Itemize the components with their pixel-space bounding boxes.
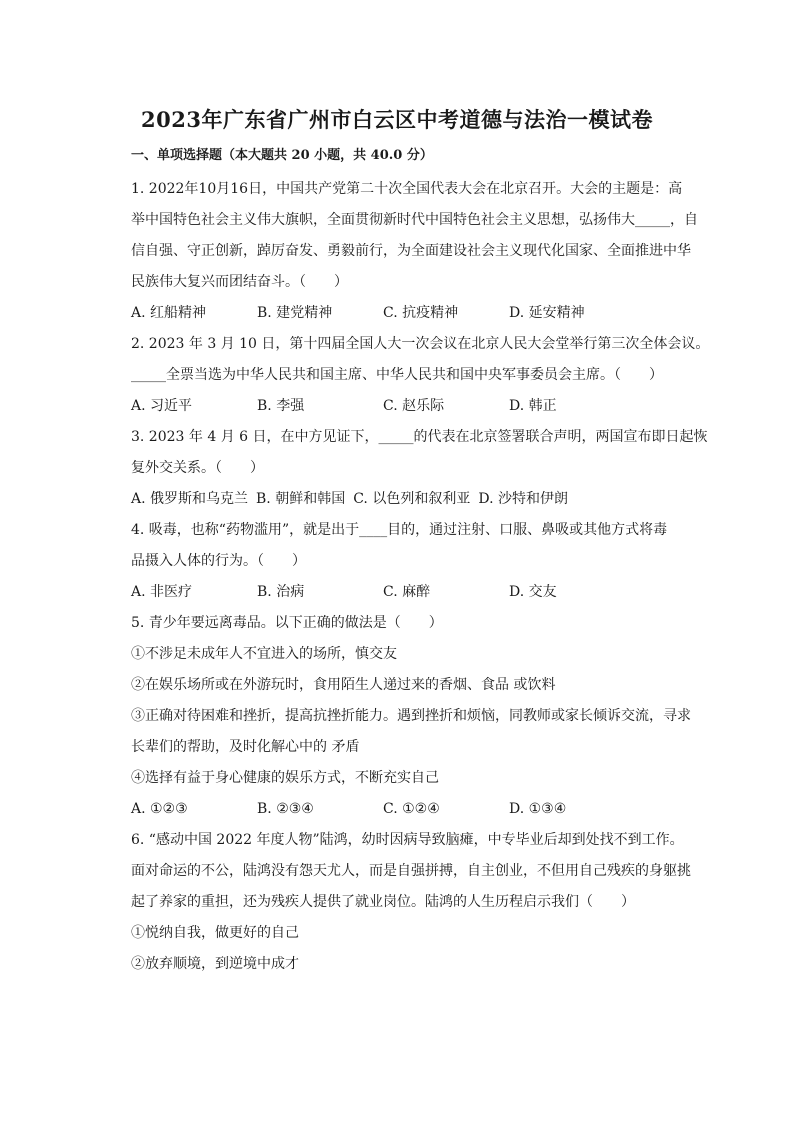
statement-line: ②放弃顺境，到逆境中成才 <box>131 956 299 972</box>
question-text-line: 5. 青少年要远离毒品。以下正确的做法是（ ） <box>131 615 443 631</box>
option-c: C. 以色列和叙利亚 <box>353 491 471 507</box>
question-text-line: 复外交关系。（ ） <box>131 460 264 476</box>
question-text-line: 品摄入人体的行为。（ ） <box>131 553 306 569</box>
option-c: C. 抗疫精神 <box>383 305 459 321</box>
option-a: A. 俄罗斯和乌克兰 <box>131 491 249 507</box>
question-text-line: 4. 吸毒，也称“药物滥用”，就是出于____目的，通过注射、口服、鼻吸或其他方式将毒 <box>131 522 668 538</box>
answer-options <box>131 794 701 825</box>
question-text-line: 6. “感动中国 2022 年度人物”陆鸿，幼时因病导致脑瘫，中专毕业后却到处找不到工作。 <box>131 832 684 848</box>
section-heading: 一、单项选择题（本大题共 20 小题，共 40.0 分） <box>131 148 433 163</box>
option-a: A. 习近平 <box>131 398 193 414</box>
statement-line: ④选择有益于身心健康的娱乐方式，不断充实自己 <box>131 770 439 786</box>
statement-line: ③正确对待困难和挫折，提高抗挫折能力。遇到挫折和烦恼，同教师或家长倾诉交流，寻求 <box>131 708 691 724</box>
question-4 <box>131 515 701 608</box>
question-text-line: 起了养家的重担，还为残疾人提供了就业岗位。陆鸿的人生历程启示我们（ ） <box>131 894 635 910</box>
answer-options <box>131 298 701 329</box>
answer-options <box>131 484 701 515</box>
answer-options <box>131 577 701 608</box>
option-c: C. ①②④ <box>383 801 440 817</box>
exam-title: 2023年广东省广州市白云区中考道德与法治一模试卷 <box>141 107 653 132</box>
question-text-line: 3. 2023 年 4 月 6 日，在中方见证下，_____的代表在北京签署联合声明，两国宣布即日起恢 <box>131 429 708 445</box>
option-a: A. 红船精神 <box>131 305 207 321</box>
question-3 <box>131 422 708 515</box>
option-c: C. 麻醉 <box>383 584 431 600</box>
question-text-line: _____全票当选为中华人民共和国主席、中华人民共和国中央军事委员会主席。（ ） <box>131 367 663 383</box>
question-6 <box>131 825 701 980</box>
option-d: D. 韩正 <box>509 398 557 414</box>
option-d: D. 沙特和伊朗 <box>478 491 568 507</box>
question-text-line: 举中国特色社会主义伟大旗帜，全面贯彻新时代中国特色社会主义思想，弘扬伟大_____，自 <box>131 212 698 228</box>
question-text-line: 2. 2023 年 3 月 10 日，第十四届全国人大一次会议在北京人民大会堂举行第三次全体会议。 <box>131 336 710 352</box>
question-text-line: 信自强、守正创新，踔厉奋发、勇毅前行，为全面建设社会主义现代化国家、全面推进中华 <box>131 243 691 259</box>
option-b: B. 朝鲜和韩国 <box>256 491 346 507</box>
option-b: B. 治病 <box>257 584 305 600</box>
question-list <box>131 174 710 980</box>
question-text-line: 1. 2022年10月16日，中国共产党第二十次全国代表大会在北京召开。大会的主题是：高 <box>131 181 683 197</box>
statement-line: 长辈们的帮助，及时化解心中的 矛盾 <box>131 739 360 755</box>
option-b: B. ②③④ <box>257 801 314 817</box>
option-d: D. 交友 <box>509 584 557 600</box>
option-b: B. 李强 <box>257 398 305 414</box>
statement-line: ①不涉足未成年人不宜进入的场所，慎交友 <box>131 646 397 662</box>
option-a: A. ①②③ <box>131 801 188 817</box>
question-5 <box>131 608 701 825</box>
statement-line: ②在娱乐场所或在外游玩时，食用陌生人递过来的香烟、食品 或饮料 <box>131 677 556 693</box>
question-2 <box>131 329 710 422</box>
option-b: B. 建党精神 <box>257 305 333 321</box>
question-1 <box>131 174 701 329</box>
option-a: A. 非医疗 <box>131 584 193 600</box>
statement-line: ①悦纳自我，做更好的自己 <box>131 925 299 941</box>
option-c: C. 赵乐际 <box>383 398 445 414</box>
option-d: D. 延安精神 <box>509 305 585 321</box>
option-d: D. ①③④ <box>509 801 567 817</box>
question-text-line: 面对命运的不公，陆鸿没有怨天尤人，而是自强拼搏，自主创业，不但用自己残疾的身躯挑 <box>131 863 691 879</box>
question-text-line: 民族伟大复兴而团结奋斗。（ ） <box>131 274 348 290</box>
answer-options <box>131 391 701 422</box>
